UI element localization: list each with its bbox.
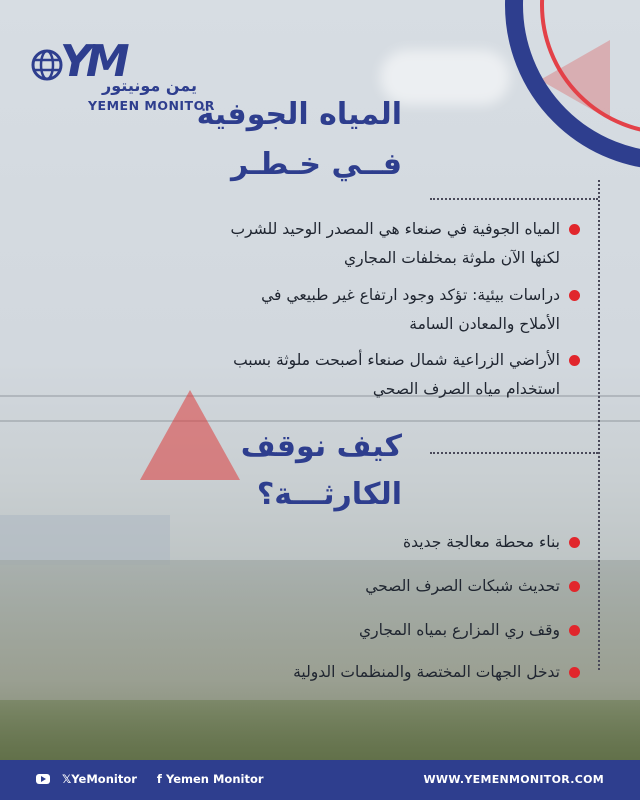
section2-title-line2: الكارثـــة؟ — [256, 477, 402, 512]
dotted-connector — [598, 180, 600, 670]
logo-arabic-name: يمن مونيتور — [102, 76, 197, 95]
footer-social — [36, 772, 272, 786]
section2-title-line1: كيف نوقف — [240, 429, 402, 464]
bullet-dot — [569, 224, 580, 235]
list-item-text: وقف ري المزارع بمياه المجاري — [359, 621, 560, 639]
list-item-line: دراسات بيئية: تؤكد وجود ارتفاع غير طبيعي في — [261, 286, 560, 304]
website-link[interactable]: WWW.YEMENMONITOR.COM — [423, 773, 604, 786]
list-item-line: الأملاح والمعادن السامة — [409, 315, 560, 333]
section1-title-line2: فــي خـطـر — [231, 147, 402, 182]
list-item — [160, 215, 560, 273]
bullet-dot — [569, 537, 580, 548]
brand-logo — [30, 36, 215, 115]
background-grass — [0, 700, 640, 760]
bullet-dot — [569, 581, 580, 592]
bullet-dot — [569, 625, 580, 636]
logo-mark: YM — [60, 36, 124, 87]
facebook-icon[interactable]: f — [156, 772, 162, 786]
list-item-text: بناء محطة معالجة جديدة — [403, 533, 560, 551]
list-item-line: الأراضي الزراعية شمال صنعاء أصبحت ملوثة بسبب — [233, 351, 560, 369]
background-rail — [0, 420, 640, 422]
social-handle[interactable]: YeMonitor — [71, 772, 137, 786]
facebook-label[interactable]: Yemen Monitor — [165, 772, 264, 786]
list-item-text: تدخل الجهات المختصة والمنظمات الدولية — [293, 663, 560, 681]
section1-title-line1: المياه الجوفية — [196, 97, 402, 132]
x-icon[interactable]: 𝕏 — [62, 772, 72, 786]
background-structure — [0, 515, 170, 565]
list-item — [160, 528, 560, 557]
list-item-line: المياه الجوفية في صنعاء هي المصدر الوحيد للشرب — [230, 220, 560, 238]
list-item — [160, 281, 560, 339]
youtube-icon[interactable] — [36, 774, 50, 784]
dotted-connector — [430, 198, 598, 200]
list-item — [160, 658, 560, 687]
dotted-connector — [430, 452, 598, 454]
logo-english-name: YEMEN MONITOR — [88, 98, 215, 113]
bullet-dot — [569, 355, 580, 366]
list-item-line: استخدام مياه الصرف الصحي — [372, 380, 560, 398]
list-item — [160, 616, 560, 645]
globe-icon — [30, 48, 64, 82]
footer-bar — [0, 760, 640, 800]
list-item — [160, 572, 560, 601]
list-item-text: تحديث شبكات الصرف الصحي — [365, 577, 560, 595]
list-item-line: لكنها الآن ملوثة بمخلفات المجاري — [343, 249, 560, 267]
list-item — [160, 346, 560, 404]
bullet-dot — [569, 667, 580, 678]
bullet-dot — [569, 290, 580, 301]
